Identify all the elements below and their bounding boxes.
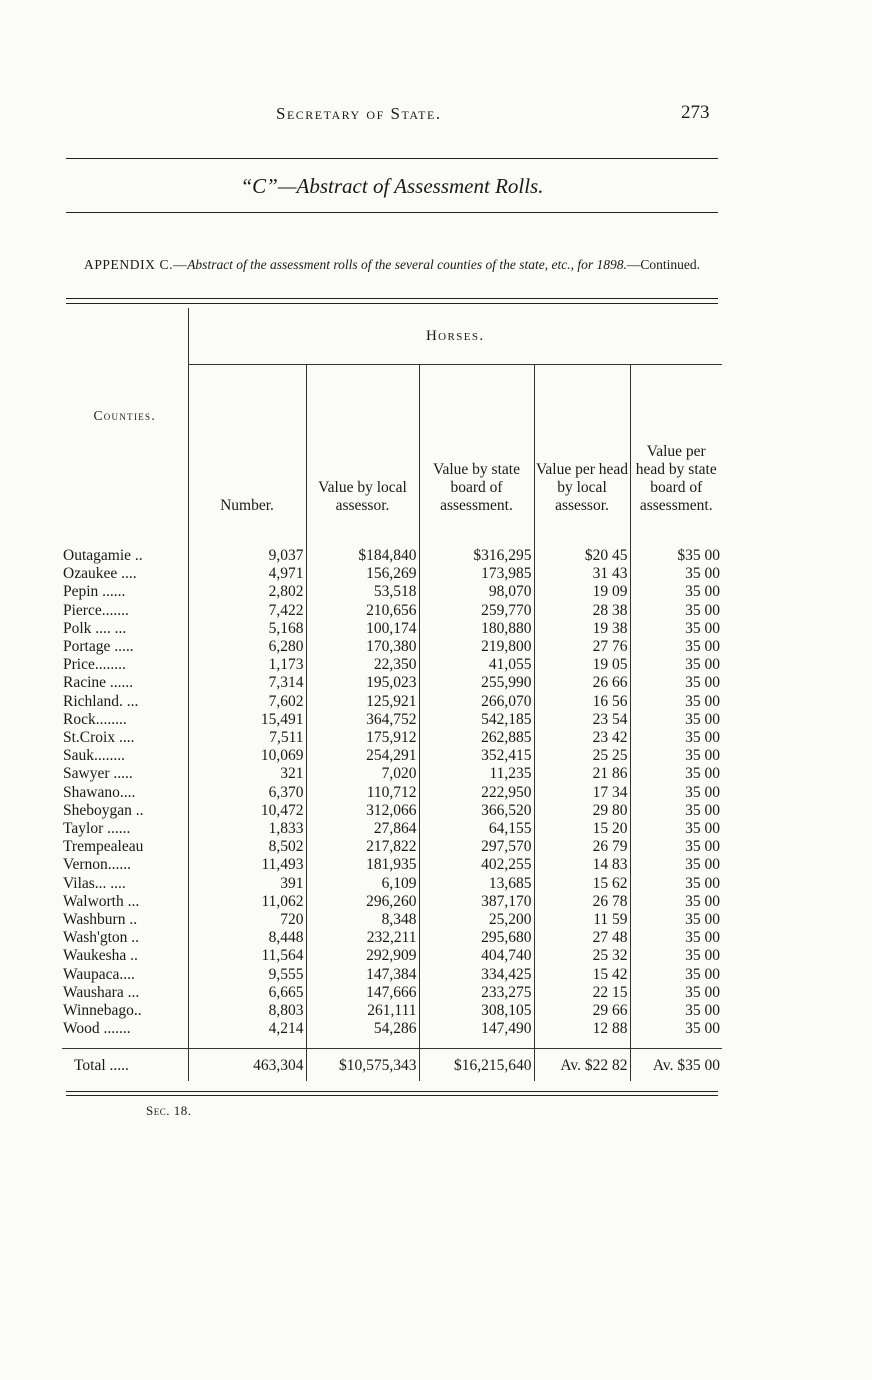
per-head-state: 35 00 bbox=[630, 784, 722, 802]
per-head-local: 25 32 bbox=[534, 947, 630, 965]
horse-number: 8,448 bbox=[188, 929, 306, 947]
local-value: 175,912 bbox=[306, 729, 419, 747]
per-head-local: 28 38 bbox=[534, 602, 630, 620]
table-row bbox=[62, 638, 722, 656]
county-name: Rock........ bbox=[63, 710, 127, 728]
county-name: Winnebago.. bbox=[63, 1002, 142, 1020]
county-name: Waupaca.... bbox=[63, 965, 135, 983]
per-head-state: 35 00 bbox=[630, 747, 722, 765]
county-name: Polk .... ... bbox=[63, 619, 127, 637]
table-row bbox=[62, 966, 722, 984]
local-value: 22,350 bbox=[306, 656, 419, 674]
table-row bbox=[62, 893, 722, 911]
local-value: $184,840 bbox=[306, 547, 419, 565]
per-head-local: 31 43 bbox=[534, 565, 630, 583]
per-head-state: 35 00 bbox=[630, 656, 722, 674]
table-row bbox=[62, 565, 722, 583]
horse-number: 9,555 bbox=[188, 966, 306, 984]
local-value: 261,111 bbox=[306, 1002, 419, 1020]
table-row bbox=[62, 693, 722, 711]
state-value: 11,235 bbox=[419, 765, 534, 783]
table-row bbox=[62, 856, 722, 874]
local-value: 254,291 bbox=[306, 747, 419, 765]
state-value: 366,520 bbox=[419, 802, 534, 820]
per-head-local: 23 54 bbox=[534, 711, 630, 729]
table-row bbox=[62, 620, 722, 638]
table-row bbox=[62, 820, 722, 838]
local-value: 147,384 bbox=[306, 966, 419, 984]
per-head-state: 35 00 bbox=[630, 674, 722, 692]
per-head-local: 29 80 bbox=[534, 802, 630, 820]
local-value: 364,752 bbox=[306, 711, 419, 729]
state-value: 222,950 bbox=[419, 784, 534, 802]
horse-number: 6,665 bbox=[188, 984, 306, 1002]
table-row bbox=[62, 583, 722, 601]
per-head-local: 26 66 bbox=[534, 674, 630, 692]
per-head-local: 22 15 bbox=[534, 984, 630, 1002]
local-value: 54,286 bbox=[306, 1020, 419, 1038]
table-row bbox=[62, 1002, 722, 1020]
county-name: Sheboygan .. bbox=[63, 801, 144, 819]
total-state-value: $16,215,640 bbox=[419, 1049, 534, 1082]
horse-number: 7,602 bbox=[188, 693, 306, 711]
caption-italic: Abstract of the assessment rolls of the several counties of the state, etc., for 1898. bbox=[187, 257, 627, 272]
state-value: 64,155 bbox=[419, 820, 534, 838]
state-value: 297,570 bbox=[419, 838, 534, 856]
table-row bbox=[62, 911, 722, 929]
horse-number: 10,472 bbox=[188, 802, 306, 820]
col-local-value-header: Value by local assessor. bbox=[306, 365, 419, 524]
section-rule bbox=[66, 212, 718, 213]
horse-number: 1,173 bbox=[188, 656, 306, 674]
state-value: 259,770 bbox=[419, 602, 534, 620]
table-row bbox=[62, 1020, 722, 1038]
per-head-local: 19 09 bbox=[534, 583, 630, 601]
county-name: Pierce....... bbox=[63, 601, 129, 619]
per-head-local: 19 05 bbox=[534, 656, 630, 674]
table-row bbox=[62, 729, 722, 747]
table-bottom-rule-2 bbox=[66, 1095, 718, 1096]
local-value: 6,109 bbox=[306, 875, 419, 893]
state-value: 352,415 bbox=[419, 747, 534, 765]
state-value: 98,070 bbox=[419, 583, 534, 601]
footnote-number: 18. bbox=[173, 1103, 192, 1118]
total-label: Total ..... bbox=[62, 1049, 188, 1082]
local-value: 156,269 bbox=[306, 565, 419, 583]
horse-number: 5,168 bbox=[188, 620, 306, 638]
table-top-rule-2 bbox=[66, 303, 718, 304]
county-name: Sauk........ bbox=[63, 747, 125, 765]
county-name: Outagamie .. bbox=[63, 547, 143, 564]
table-row bbox=[62, 784, 722, 802]
per-head-local: 27 76 bbox=[534, 638, 630, 656]
horse-number: 6,370 bbox=[188, 784, 306, 802]
section-footnote bbox=[146, 1103, 191, 1119]
horses-group-header: Horses. bbox=[188, 308, 722, 365]
horse-number: 15,491 bbox=[188, 711, 306, 729]
caption-tail: —Continued. bbox=[626, 257, 701, 272]
table-caption bbox=[62, 254, 722, 275]
table-body bbox=[62, 523, 722, 1049]
county-name: Shawano.... bbox=[63, 783, 136, 801]
per-head-state: 35 00 bbox=[630, 802, 722, 820]
state-value: 13,685 bbox=[419, 875, 534, 893]
horse-number: 6,280 bbox=[188, 638, 306, 656]
per-head-state: 35 00 bbox=[630, 820, 722, 838]
table-row bbox=[62, 747, 722, 765]
horse-number: 720 bbox=[188, 911, 306, 929]
county-name: Sawyer ..... bbox=[63, 765, 133, 783]
state-value: 402,255 bbox=[419, 856, 534, 874]
local-value: 292,909 bbox=[306, 947, 419, 965]
local-value: 53,518 bbox=[306, 583, 419, 601]
county-name: Taylor ...... bbox=[63, 820, 131, 838]
per-head-local: 11 59 bbox=[534, 911, 630, 929]
county-name: Trempealeau bbox=[63, 838, 144, 856]
col-per-head-local-header: Value per head by local assessor. bbox=[534, 365, 630, 524]
local-value: 232,211 bbox=[306, 929, 419, 947]
per-head-local: 21 86 bbox=[534, 765, 630, 783]
per-head-state: 35 00 bbox=[630, 947, 722, 965]
local-value: 217,822 bbox=[306, 838, 419, 856]
local-value: 195,023 bbox=[306, 674, 419, 692]
per-head-state: 35 00 bbox=[630, 838, 722, 856]
top-rule bbox=[66, 158, 718, 159]
per-head-local: 26 78 bbox=[534, 893, 630, 911]
county-name: St.Croix .... bbox=[63, 729, 135, 747]
footnote-label: Sec. bbox=[146, 1103, 170, 1118]
horse-number: 2,802 bbox=[188, 583, 306, 601]
table-row bbox=[62, 838, 722, 856]
col-number-header: Number. bbox=[188, 365, 306, 524]
state-value: 387,170 bbox=[419, 893, 534, 911]
horse-number: 11,564 bbox=[188, 947, 306, 965]
assessment-table bbox=[62, 308, 722, 1081]
state-value: 25,200 bbox=[419, 911, 534, 929]
table-row bbox=[62, 802, 722, 820]
state-value: 295,680 bbox=[419, 929, 534, 947]
county-name: Portage ..... bbox=[63, 638, 134, 656]
horse-number: 4,214 bbox=[188, 1020, 306, 1038]
table-row bbox=[62, 947, 722, 965]
county-name: Waukesha .. bbox=[63, 947, 138, 965]
per-head-state: 35 00 bbox=[630, 911, 722, 929]
per-head-local: 29 66 bbox=[534, 1002, 630, 1020]
page-number: 273 bbox=[681, 102, 710, 123]
per-head-local: 15 42 bbox=[534, 966, 630, 984]
local-value: 8,348 bbox=[306, 911, 419, 929]
per-head-state: 35 00 bbox=[630, 875, 722, 893]
per-head-state: 35 00 bbox=[630, 856, 722, 874]
per-head-local: 15 62 bbox=[534, 875, 630, 893]
counties-header: Counties. bbox=[93, 407, 157, 423]
local-value: 181,935 bbox=[306, 856, 419, 874]
state-value: 41,055 bbox=[419, 656, 534, 674]
per-head-state: 35 00 bbox=[630, 711, 722, 729]
horse-number: 8,803 bbox=[188, 1002, 306, 1020]
state-value: 255,990 bbox=[419, 674, 534, 692]
per-head-state: 35 00 bbox=[630, 765, 722, 783]
local-value: 7,020 bbox=[306, 765, 419, 783]
state-value: 180,880 bbox=[419, 620, 534, 638]
local-value: 27,864 bbox=[306, 820, 419, 838]
per-head-local: 16 56 bbox=[534, 693, 630, 711]
state-value: 308,105 bbox=[419, 1002, 534, 1020]
local-value: 170,380 bbox=[306, 638, 419, 656]
local-value: 110,712 bbox=[306, 784, 419, 802]
per-head-local: 15 20 bbox=[534, 820, 630, 838]
per-head-state: 35 00 bbox=[630, 1020, 722, 1038]
per-head-local: $20 45 bbox=[534, 547, 630, 565]
per-head-state: 35 00 bbox=[630, 602, 722, 620]
county-name: Wood ....... bbox=[63, 1020, 131, 1038]
horse-number: 10,069 bbox=[188, 747, 306, 765]
local-value: 100,174 bbox=[306, 620, 419, 638]
local-value: 147,666 bbox=[306, 984, 419, 1002]
per-head-local: 25 25 bbox=[534, 747, 630, 765]
state-value: 542,185 bbox=[419, 711, 534, 729]
county-name: Ozaukee .... bbox=[63, 565, 137, 583]
table-row bbox=[62, 547, 722, 565]
per-head-state: 35 00 bbox=[630, 583, 722, 601]
total-per-head-local: Av. $22 82 bbox=[534, 1049, 630, 1082]
per-head-state: 35 00 bbox=[630, 693, 722, 711]
table-row bbox=[62, 656, 722, 674]
per-head-local: 19 38 bbox=[534, 620, 630, 638]
horse-number: 391 bbox=[188, 875, 306, 893]
caption-lead: APPENDIX C.— bbox=[83, 257, 188, 272]
per-head-state: $35 00 bbox=[630, 547, 722, 565]
county-name: Waushara ... bbox=[63, 983, 140, 1001]
per-head-local: 26 79 bbox=[534, 838, 630, 856]
county-name: Vernon...... bbox=[63, 856, 132, 874]
per-head-local: 27 48 bbox=[534, 929, 630, 947]
table-row bbox=[62, 602, 722, 620]
horse-number: 7,422 bbox=[188, 602, 306, 620]
state-value: 173,985 bbox=[419, 565, 534, 583]
state-value: 404,740 bbox=[419, 947, 534, 965]
per-head-state: 35 00 bbox=[630, 984, 722, 1002]
horse-number: 11,062 bbox=[188, 893, 306, 911]
state-value: 334,425 bbox=[419, 966, 534, 984]
horse-number: 9,037 bbox=[188, 547, 306, 565]
total-number: 463,304 bbox=[188, 1049, 306, 1082]
state-value: $316,295 bbox=[419, 547, 534, 565]
table-row bbox=[62, 875, 722, 893]
county-name: Walworth ... bbox=[63, 892, 140, 910]
table-row bbox=[62, 674, 722, 692]
county-name: Richland. ... bbox=[63, 692, 139, 710]
county-name: Pepin ...... bbox=[63, 583, 126, 601]
horse-number: 321 bbox=[188, 765, 306, 783]
total-row bbox=[62, 1049, 722, 1082]
horse-number: 11,493 bbox=[188, 856, 306, 874]
table-row bbox=[62, 929, 722, 947]
per-head-local: 12 88 bbox=[534, 1020, 630, 1038]
state-value: 262,885 bbox=[419, 729, 534, 747]
county-name: Wash'gton .. bbox=[63, 929, 140, 947]
total-per-head-state: Av. $35 00 bbox=[630, 1049, 722, 1082]
horse-number: 8,502 bbox=[188, 838, 306, 856]
local-value: 210,656 bbox=[306, 602, 419, 620]
total-local-value: $10,575,343 bbox=[306, 1049, 419, 1082]
state-value: 219,800 bbox=[419, 638, 534, 656]
per-head-state: 35 00 bbox=[630, 565, 722, 583]
horse-number: 7,511 bbox=[188, 729, 306, 747]
per-head-state: 35 00 bbox=[630, 638, 722, 656]
local-value: 296,260 bbox=[306, 893, 419, 911]
horse-number: 7,314 bbox=[188, 674, 306, 692]
per-head-state: 35 00 bbox=[630, 966, 722, 984]
table-row bbox=[62, 984, 722, 1002]
local-value: 125,921 bbox=[306, 693, 419, 711]
table-bottom-rule-1 bbox=[66, 1091, 718, 1092]
table-top-rule-1 bbox=[66, 298, 718, 299]
per-head-local: 17 34 bbox=[534, 784, 630, 802]
per-head-state: 35 00 bbox=[630, 929, 722, 947]
section-title: “C”—Abstract of Assessment Rolls. bbox=[240, 174, 544, 198]
per-head-state: 35 00 bbox=[630, 1002, 722, 1020]
state-value: 147,490 bbox=[419, 1020, 534, 1038]
county-name: Washburn .. bbox=[63, 911, 138, 929]
county-name: Price........ bbox=[63, 656, 126, 674]
county-name: Vilas... .... bbox=[63, 874, 126, 892]
state-value: 233,275 bbox=[419, 984, 534, 1002]
per-head-local: 14 83 bbox=[534, 856, 630, 874]
table-row bbox=[62, 711, 722, 729]
county-name: Racine ...... bbox=[63, 674, 134, 692]
state-value: 266,070 bbox=[419, 693, 534, 711]
per-head-state: 35 00 bbox=[630, 620, 722, 638]
per-head-state: 35 00 bbox=[630, 729, 722, 747]
col-state-value-header: Value by state board of assessment. bbox=[419, 365, 534, 524]
table-row bbox=[62, 765, 722, 783]
local-value: 312,066 bbox=[306, 802, 419, 820]
per-head-local: 23 42 bbox=[534, 729, 630, 747]
per-head-state: 35 00 bbox=[630, 893, 722, 911]
horse-number: 4,971 bbox=[188, 565, 306, 583]
running-title: Secretary of State. bbox=[276, 104, 442, 123]
col-per-head-state-header: Value per head by state board of assessment. bbox=[630, 365, 722, 524]
horse-number: 1,833 bbox=[188, 820, 306, 838]
